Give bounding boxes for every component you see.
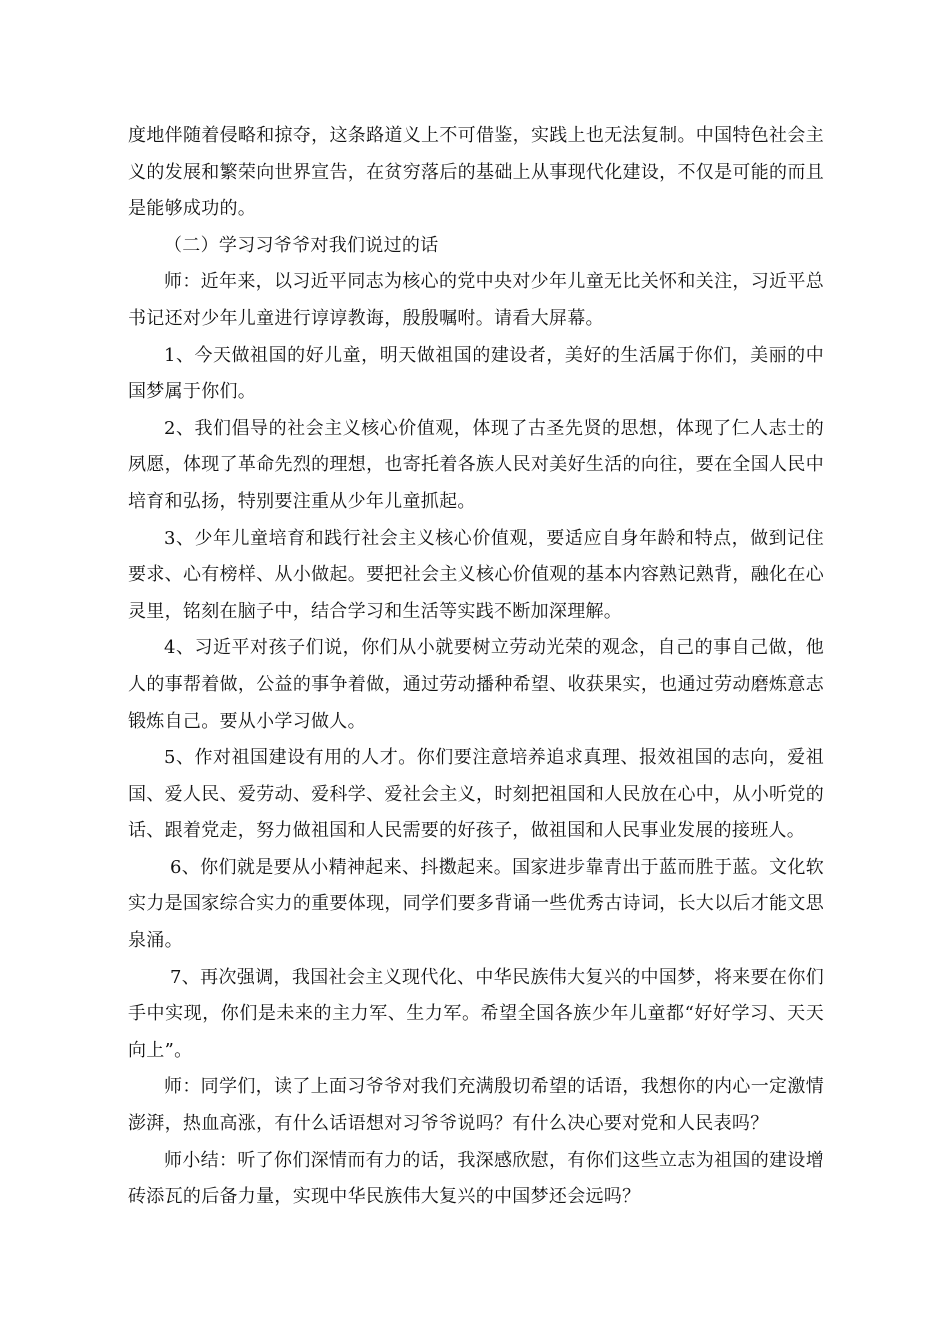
quote-item-6: 6、你们就是要从小精神起来、抖擞起来。国家进步靠青出于蓝而胜于蓝。文化软实力是国家综合实力的重要体现，同学们要多背诵一些优秀古诗词，长大以后才能文思泉涌。 — [128, 856, 824, 952]
quote-item-2: 2、我们倡导的社会主义核心价值观，体现了古圣先贤的思想，体现了仁人志士的夙愿，体现了革命先烈的理想，也寄托着各族人民对美好生活的向往，要在全国人民中培育和弘扬，特别要注重从少年儿童抓起。 — [128, 417, 824, 512]
teacher-paragraph: 师：近年来，以习近平同志为核心的党中央对少年儿童无比关怀和关注，习近平总书记还对少年儿童进行谆谆教诲，殷殷嘱咐。请看大屏幕。 — [128, 271, 824, 329]
section-heading: （二）学习习爷爷对我们说过的话 — [164, 234, 439, 256]
quote-item-5: 5、作对祖国建设有用的人才。你们要注意培养追求真理、报效祖国的志向，爱祖国、爱人民、爱劳动、爱科学、爱社会主义，时刻把祖国和人民放在心中，从小听党的话、跟着党走，努力做祖国和人民需要的好孩子，做祖国和人民事业发展的接班人。 — [128, 747, 824, 842]
teacher-summary-paragraph: 师小结：听了你们深情而有力的话，我深感欣慰，有你们这些立志为祖国的建设增砖添瓦的后备力量，实现中华民族伟大复兴的中国梦还会远吗？ — [128, 1149, 824, 1208]
quote-item-7: 7、再次强调，我国社会主义现代化、中华民族伟大复兴的中国梦，将来要在你们手中实现，你们是未来的主力军、生力军。希望全国各族少年儿童都“好好学习、天天向上”。 — [128, 966, 824, 1061]
quote-item-1: 1、今天做祖国的好儿童，明天做祖国的建设者，美好的生活属于你们，美丽的中国梦属于你们。 — [128, 344, 824, 403]
document-page — [128, 118, 824, 1216]
quote-item-4: 4、习近平对孩子们说，你们从小就要树立劳动光荣的观念，自己的事自己做，他人的事帮着做，公益的事争着做，通过劳动播种希望、收获果实，也通过劳动磨炼意志锻炼自己。要从小学习做人。 — [128, 637, 824, 732]
paragraph-continuation: 度地伴随着侵略和掠夺，这条路道义上不可借鉴，实践上也无法复制。中国特色社会主义的发展和繁荣向世界宣告，在贫穷落后的基础上从事现代化建设，不仅是可能的而且是能够成功的。 — [128, 125, 824, 220]
teacher-question-paragraph: 师：同学们，读了上面习爷爷对我们充满殷切希望的话语，我想你的内心一定激情澎湃，热血高涨，有什么话语想对习爷爷说吗？有什么决心要对党和人民表吗？ — [128, 1076, 824, 1135]
quote-item-3: 3、少年儿童培育和践行社会主义核心价值观，要适应自身年龄和特点，做到记住要求、心有榜样、从小做起。要把社会主义核心价值观的基本内容熟记熟背，融化在心灵里，铭刻在脑子中，结合学习和生活等实践不断加深理解。 — [128, 527, 824, 622]
